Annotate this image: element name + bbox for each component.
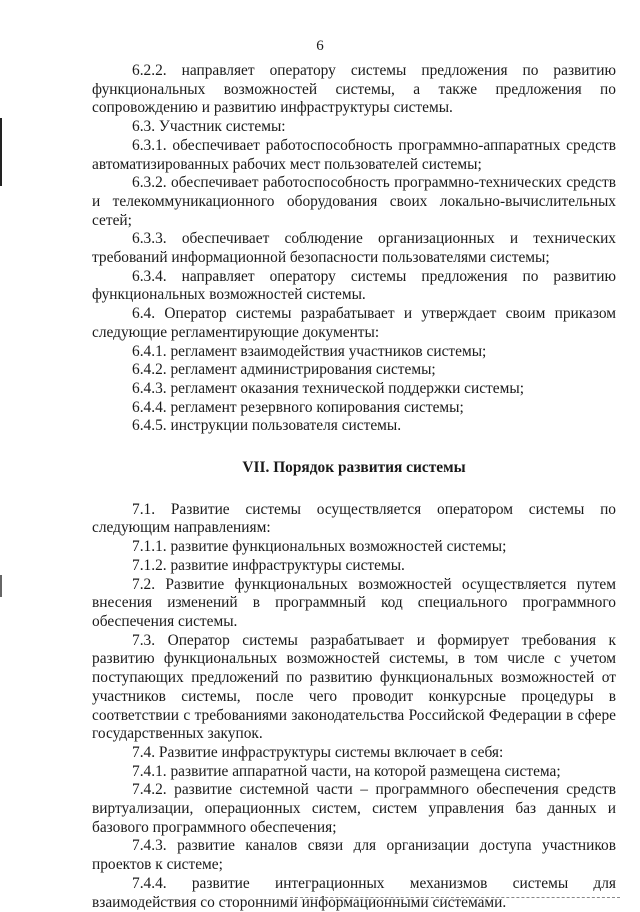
document-body (92, 62, 616, 912)
scan-artifact (0, 575, 2, 597)
page-number: 6 (316, 38, 324, 54)
paragraph: 7.1.1. развитие функциональных возможностей системы; (132, 538, 507, 556)
paragraph: 6.3.3. обеспечивает соблюдение организационных и технических требований информационной безопасности пользователями системы; (92, 230, 616, 267)
paragraph: 6.4.4. регламент резервного копирования системы; (132, 398, 464, 416)
paragraph: 7.3. Оператор системы разрабатывает и формирует требования к развитию функциональных возможностей системы, в том числе с учетом поступающих предложений по развитию функциональных возможностей от участников системы, после чего проводит конкурсные процедуры в соответствии с требованиями законодательства Российской Федерации в сфере государственных закупок. (92, 631, 616, 743)
paragraph: 7.4. Развитие инфраструктуры системы включает в себя: (132, 743, 504, 761)
paragraph: 7.4.4. развитие интеграционных механизмов системы для взаимодействия со сторонними информационными системами. (92, 874, 616, 911)
paragraph: 7.4.2. развитие системной части – программного обеспечения средств виртуализации, операционных систем, систем управления баз данных и базового программного обеспечения; (92, 781, 616, 836)
paragraph: 6.3.4. направляет оператору системы предложения по развитию функциональных возможностей системы. (92, 267, 616, 304)
paragraph: 6.3. Участник системы: (132, 118, 286, 136)
section-heading: VII. Порядок развития системы (242, 459, 466, 477)
paragraph: 6.4.1. регламент взаимодействия участников системы; (132, 342, 487, 360)
paragraph: 7.4.1. развитие аппаратной части, на которой размещена система; (132, 762, 561, 780)
scan-artifact (290, 897, 620, 899)
paragraph: 6.3.1. обеспечивает работоспособность программно-аппаратных средств автоматизированных рабочих мест пользователей системы; (92, 136, 616, 173)
paragraph: 6.4.5. инструкции пользователя системы. (132, 417, 402, 435)
paragraph: 6.4. Оператор системы разрабатывает и утверждает своим приказом следующие регламентирующие документы: (92, 305, 616, 341)
paragraph: 6.3.2. обеспечивает работоспособность программно-технических средств и телекоммуникационного оборудования своих локально-вычислительных сетей; (92, 174, 616, 229)
paragraph: 6.2.2. направляет оператору системы предложения по развитию функциональных возможностей системы, а также предложения по сопровождению и развитию инфраструктуры системы. (92, 62, 616, 117)
paragraph: 7.2. Развитие функциональных возможностей осуществляется путем внесения изменений в программный код специального программного обеспечения системы. (92, 575, 616, 630)
paragraph: 6.4.3. регламент оказания технической поддержки системы; (132, 379, 524, 397)
paragraph: 6.4.2. регламент администрирования системы; (132, 361, 436, 379)
paragraph: 7.1.2. развитие инфраструктуры системы. (132, 556, 405, 574)
scan-artifact (0, 118, 2, 186)
paragraph: 7.1. Развитие системы осуществляется оператором системы по следующим направлениям: (92, 500, 616, 537)
paragraph: 7.4.3. развитие каналов связи для организации доступа участников проектов к системе; (92, 837, 616, 874)
